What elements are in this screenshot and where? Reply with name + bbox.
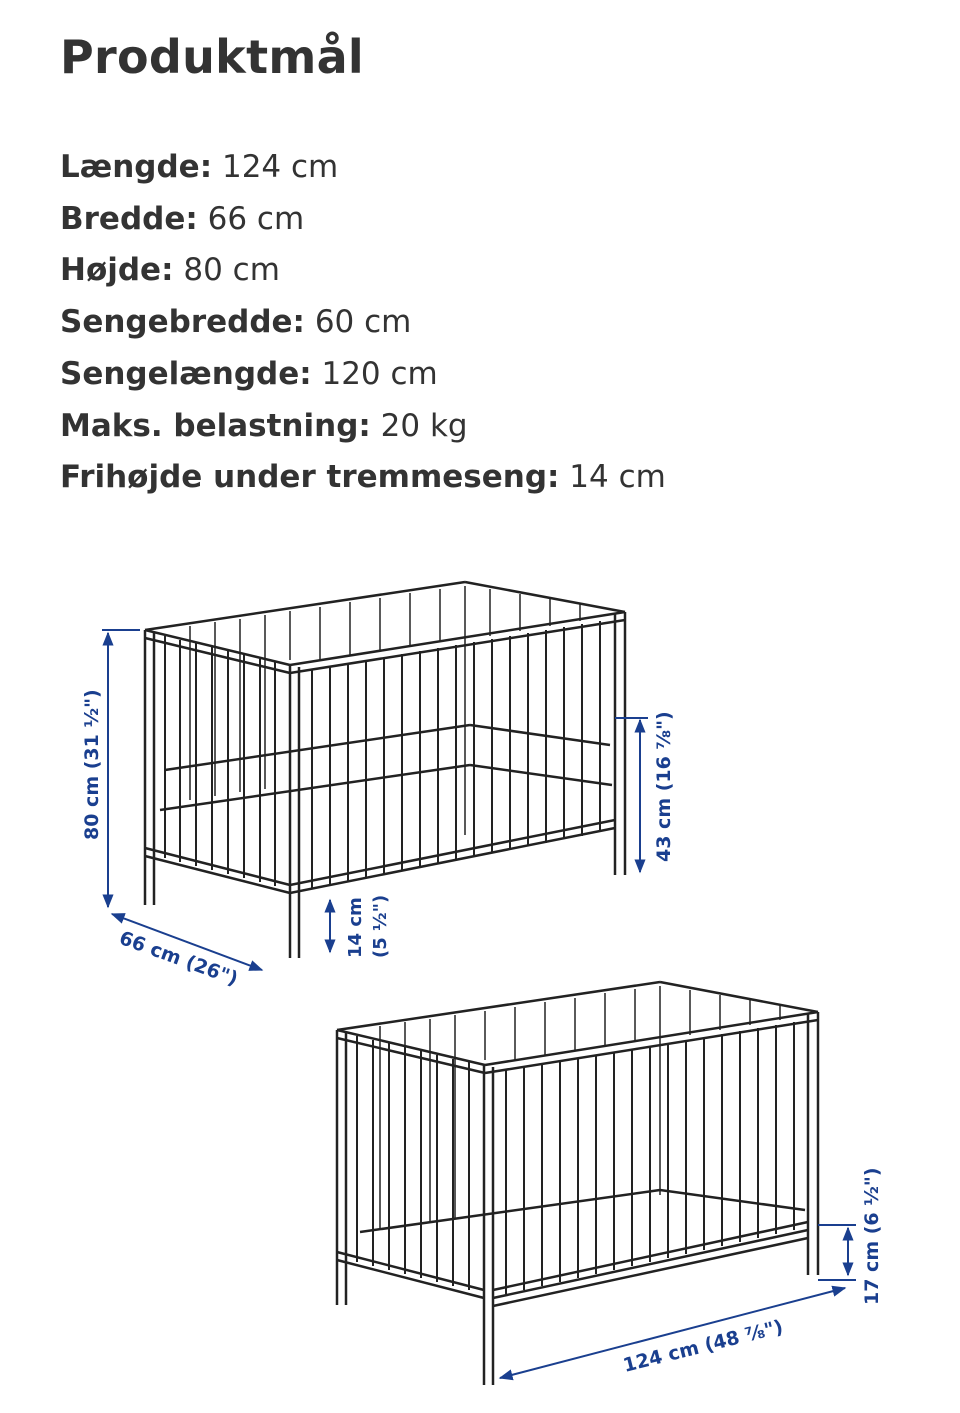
dimension-diagram xyxy=(0,560,960,1413)
spec-bed-length xyxy=(60,349,666,401)
spec-value: 66 cm xyxy=(207,200,305,237)
spec-height xyxy=(60,245,666,297)
spec-bed-width xyxy=(60,297,666,349)
spec-label: Bredde: xyxy=(60,200,198,237)
clearance-dimension-label-cm: 14 cm xyxy=(345,897,366,958)
width-dimension-label: 66 cm (26") xyxy=(116,927,241,991)
spec-value: 60 cm xyxy=(314,304,412,341)
height-dimension-label: 80 cm (31 ½") xyxy=(81,689,103,840)
spec-label: Frihøjde under tremmeseng: xyxy=(60,459,560,496)
spec-value: 120 cm xyxy=(321,355,438,392)
spec-length xyxy=(60,142,666,194)
spec-value: 20 kg xyxy=(380,407,468,444)
low-clearance-dimension-label: 17 cm (6 ½") xyxy=(861,1167,883,1305)
spec-value: 124 cm xyxy=(221,149,339,185)
spec-value: 80 cm xyxy=(183,252,280,289)
spec-label: Højde: xyxy=(60,252,174,289)
spec-label: Maks. belastning: xyxy=(60,407,371,444)
clearance-dimension-label-in: (5 ½") xyxy=(370,894,391,958)
spec-list xyxy=(60,142,666,504)
spec-max-load xyxy=(60,401,666,453)
side-height-dimension-label: 43 cm (16 ⅞") xyxy=(653,711,675,862)
spec-label: Sengebredde: xyxy=(60,304,305,341)
spec-width xyxy=(60,194,666,246)
spec-value: 14 cm xyxy=(569,459,666,496)
spec-label: Længde: xyxy=(60,149,213,185)
spec-label: Sengelængde: xyxy=(60,355,312,392)
length-dimension-label: 124 cm (48 ⅞") xyxy=(620,1315,786,1377)
spec-clearance xyxy=(60,452,666,504)
page-title: Produktmål xyxy=(60,30,364,84)
